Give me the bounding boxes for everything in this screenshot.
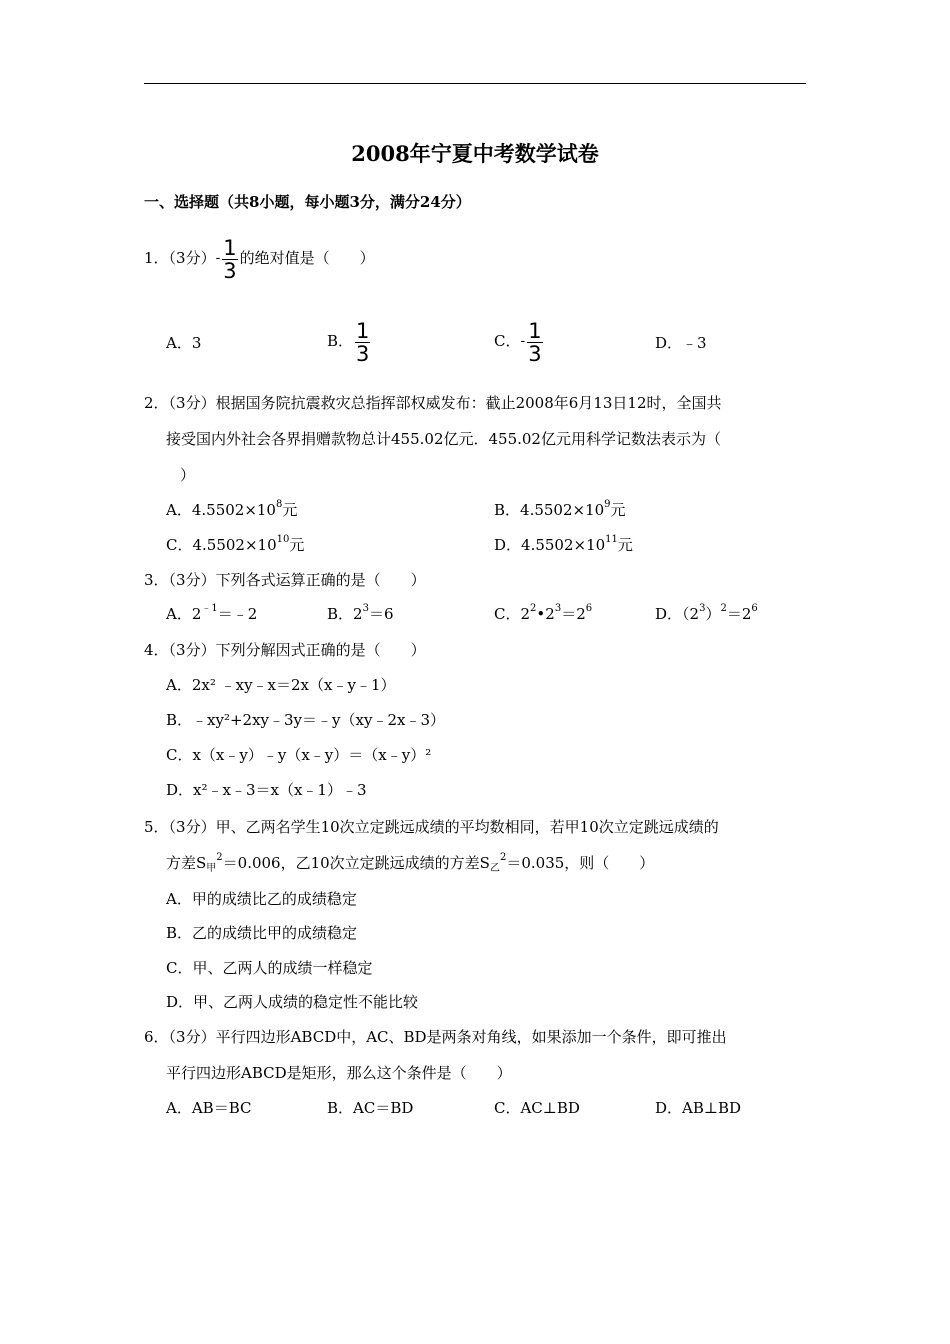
question-4-option-d: D．x²﹣x﹣3＝x（x﹣1）﹣3 <box>166 781 367 799</box>
question-4-stem: 4．（3分）下列分解因式正确的是（ ） <box>144 641 426 659</box>
question-2-line-3: ） <box>180 466 196 484</box>
question-1-option-b: B． $\frac{1}{3}$ <box>327 318 370 366</box>
fraction: $\frac{1}{3}$ <box>528 318 542 366</box>
question-6-option-b: B．AC＝BD <box>327 1099 414 1117</box>
question-5-option-c: C．甲、乙两人的成绩一样稳定 <box>166 959 373 977</box>
question-2-line-2: 接受国内外社会各界捐赠款物总计455.02亿元．455.02亿元用科学记数法表示为（ <box>166 430 721 448</box>
page-title: 2008年宁夏中考数学试卷 <box>351 141 599 166</box>
question-5-option-b: B．乙的成绩比甲的成绩稳定 <box>166 924 358 942</box>
question-3-option-c: C．$2^2•2^3=2^6$ <box>494 603 593 623</box>
question-5-option-d: D．甲、乙两人成绩的稳定性不能比较 <box>166 993 419 1011</box>
question-6-line-2: 平行四边形ABCD是矩形，那么这个条件是（ ） <box>166 1064 512 1082</box>
question-5-line-2: 方差$S_甲^2=0.006$，乙10次立定跳远成绩的方差$S_乙^2=0.035$，则（ ） <box>166 852 655 874</box>
header-rule <box>144 83 806 84</box>
question-6-option-a: A．AB＝BC <box>166 1099 252 1117</box>
question-2-option-c: C．$4.5502\times 10^{10}$元 <box>166 534 305 554</box>
question-6-line-1: 6．（3分）平行四边形ABCD中，AC、BD是两条对角线，如果添加一个条件，即可推出 <box>144 1028 727 1046</box>
question-2-option-d: D．$4.5502\times 10^{11}$元 <box>494 534 633 554</box>
question-3-stem: 3．（3分）下列各式运算正确的是（ ） <box>144 571 426 589</box>
question-1-option-c: C．- $\frac{1}{3}$ <box>494 318 542 366</box>
question-2-line-1: 2．（3分）根据国务院抗震救灾总指挥部权威发布：截止2008年6月13日12时，全国共 <box>144 394 722 412</box>
question-4-option-c: C．x（x﹣y）﹣y（x﹣y）＝（x﹣y）² <box>166 746 432 764</box>
question-3-option-d: D．$(2^3)^2=2^6$ <box>655 603 758 623</box>
section-heading: 一、选择题（共8小题，每小题3分，满分24分） <box>144 193 471 211</box>
question-3-option-a: A．$2^{﹣1}=﹣2$ <box>166 603 258 623</box>
question-5-option-a: A．甲的成绩比乙的成绩稳定 <box>166 890 357 908</box>
question-1-stem: 1．（3分）- $\frac{1}{3}$ 的绝对值是（ ） <box>144 235 375 283</box>
question-3-option-b: B．$2^3=6$ <box>327 603 394 623</box>
question-6-option-d: D．AB⊥BD <box>655 1099 742 1117</box>
question-1-option-d: D．﹣3 <box>655 334 707 352</box>
question-5-line-1: 5．（3分）甲、乙两名学生10次立定跳远成绩的平均数相同，若甲10次立定跳远成绩的 <box>144 818 719 836</box>
question-4-option-b: B．﹣xy²+2xy﹣3y＝﹣y（xy﹣2x﹣3） <box>166 711 445 729</box>
question-6-option-c: C．AC⊥BD <box>494 1099 580 1117</box>
question-4-option-a: A．2x² ﹣xy﹣x＝2x（x﹣y﹣1） <box>166 676 396 694</box>
fraction: $\frac{1}{3}$ <box>223 235 237 283</box>
question-2-option-a: A．$4.5502\times 10^8$元 <box>166 499 298 519</box>
question-1-option-a: A．3 <box>166 334 202 352</box>
fraction: $\frac{1}{3}$ <box>356 318 370 366</box>
question-2-option-b: B．$4.5502\times 10^9$元 <box>494 499 626 519</box>
